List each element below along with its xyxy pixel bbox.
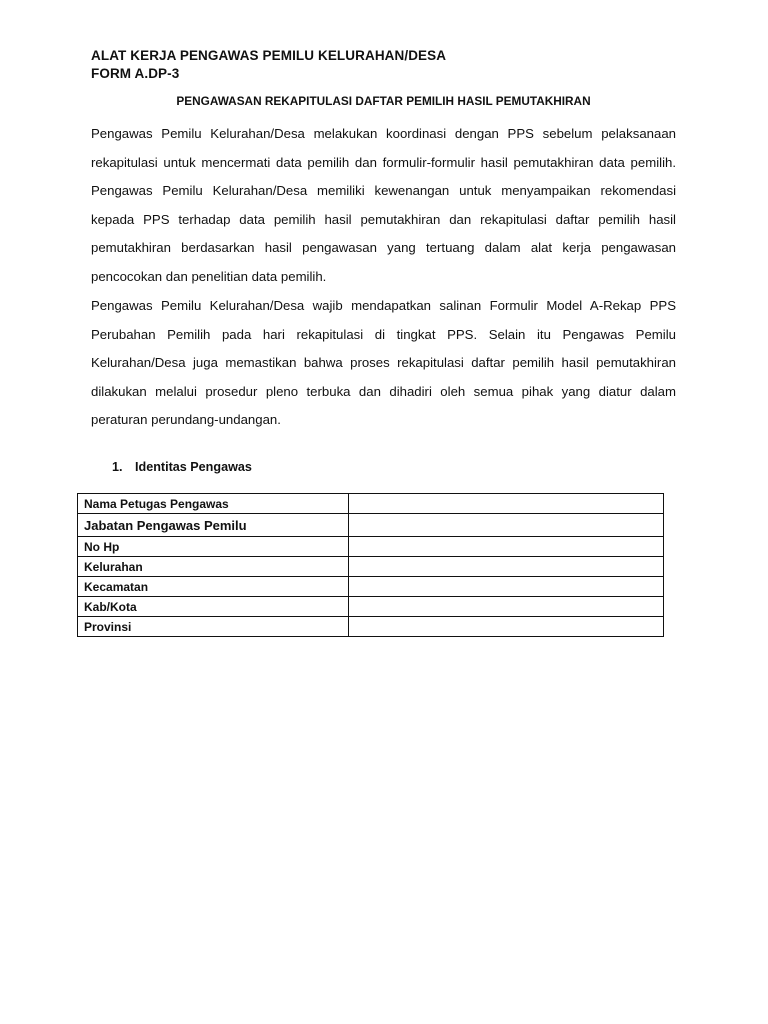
table-row xyxy=(78,617,664,637)
table-row xyxy=(78,577,664,597)
province-field[interactable] xyxy=(349,617,664,637)
row-label: Provinsi xyxy=(78,617,349,637)
section-number: 1. xyxy=(112,460,123,474)
village-field[interactable] xyxy=(349,557,664,577)
table-row xyxy=(78,514,664,537)
regency-city-field[interactable] xyxy=(349,597,664,617)
paragraph-obligation: Pengawas Pemilu Kelurahan/Desa wajib mendapatkan salinan Formulir Model A-Rekap PPS Perubahan Pemilih pada hari rekapitulasi di tingkat PPS. Selain itu Pengawas Pemilu Kelurahan/Desa juga memastikan bahwa proses rekapitulasi daftar pemilih hasil pemutakhiran dilakukan melalui prosedur pleno terbuka dan dihadiri oleh semua pihak yang diatur dalam peraturan perundang-undangan. xyxy=(91,298,676,428)
table-row xyxy=(78,537,664,557)
identity-table xyxy=(77,493,664,637)
section-heading-identity xyxy=(112,460,252,474)
row-label: Kelurahan xyxy=(78,557,349,577)
district-field[interactable] xyxy=(349,577,664,597)
paragraph-coordination: Pengawas Pemilu Kelurahan/Desa melakukan koordinasi dengan PPS sebelum pelaksanaan rekapitulasi untuk mencermati data pemilih dan formulir-formulir hasil pemutakhiran data pemilih. Pengawas Pemilu Kelurahan/Desa memiliki kewenangan untuk menyampaikan rekomendasi kepada PPS terhadap data pemilih hasil pemutakhiran dan rekapitulasi daftar pemilih hasil pemutakhiran berdasarkan hasil pengawasan yang tertuang dalam alat kerja pengawasan pencocokan dan penelitian data pemilih. xyxy=(91,126,676,284)
form-code: FORM A.DP-3 xyxy=(91,66,180,81)
table-row xyxy=(78,557,664,577)
document-subtitle: PENGAWASAN REKAPITULASI DAFTAR PEMILIH HASIL PEMUTAKHIRAN xyxy=(176,94,591,108)
phone-field[interactable] xyxy=(349,537,664,557)
row-label: Jabatan Pengawas Pemilu xyxy=(78,514,349,537)
section-title: Identitas Pengawas xyxy=(135,460,252,474)
table-row xyxy=(78,597,664,617)
row-label: No Hp xyxy=(78,537,349,557)
row-label: Kecamatan xyxy=(78,577,349,597)
row-label: Nama Petugas Pengawas xyxy=(78,494,349,514)
row-label: Kab/Kota xyxy=(78,597,349,617)
position-field[interactable] xyxy=(349,514,664,537)
table-row xyxy=(78,494,664,514)
document-heading: ALAT KERJA PENGAWAS PEMILU KELURAHAN/DESA xyxy=(91,48,447,63)
officer-name-field[interactable] xyxy=(349,494,664,514)
